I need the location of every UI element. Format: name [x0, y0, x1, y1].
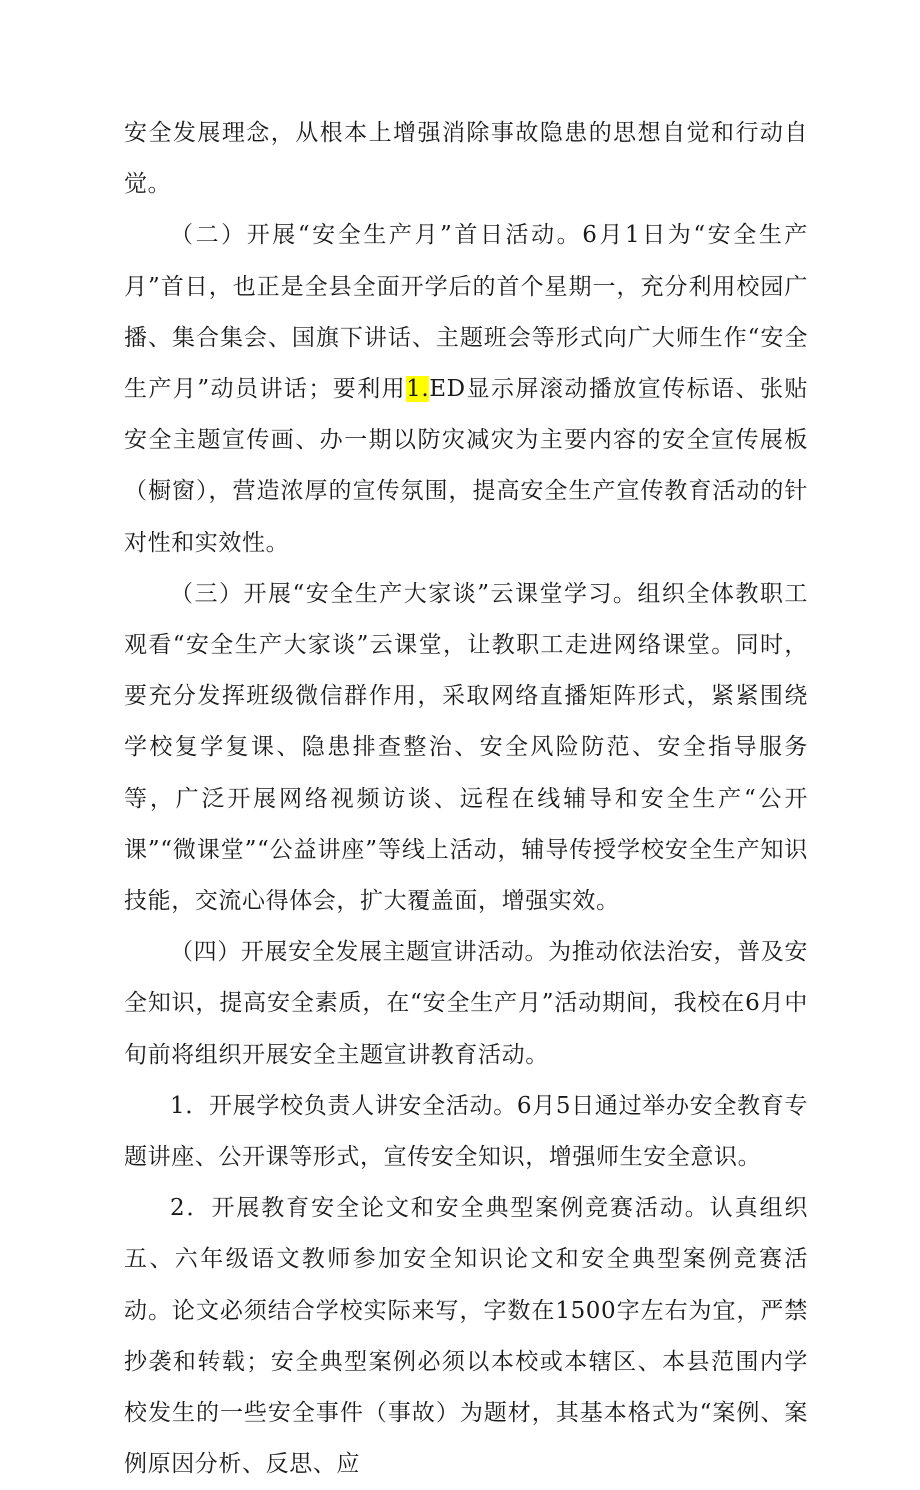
paragraph-item-1: 1．开展学校负责人讲安全活动。6月5日通过举办安全教育专题讲座、公开课等形式，宣传安全知识，增强师生安全意识。	[124, 1092, 808, 1171]
paragraph-continuation: 安全发展理念，从根本上增强消除事故隐患的思想自觉和行动自觉。	[124, 120, 808, 198]
document-body	[124, 108, 808, 1490]
paragraph-section-3: （三）开展“安全生产大家谈”云课堂学习。组织全体教职工观看“安全生产大家谈”云课堂，让教职工走进网络课堂。同时，要充分发挥班级微信群作用，采取网络直播矩阵形式，紧紧围绕学校复学复课、隐患排查整治、安全风险防范、安全指导服务等，广泛开展网络视频访谈、远程在线辅导和安全生产“公开课”“微课堂”“公益讲座”等线上活动，辅导传授学校安全生产知识技能，交流心得体会，扩大覆盖面，增强实效。	[124, 580, 808, 915]
paragraph-section-2	[124, 210, 808, 568]
paragraph-section-4: （四）开展安全发展主题宣讲活动。为推动依法治安，普及安全知识，提高安全素质，在“安全生产月”活动期间，我校在6月中旬前将组织开展安全主题宣讲教育活动。	[124, 939, 808, 1068]
paragraph-item-2: 2．开展教育安全论文和安全典型案例竞赛活动。认真组织五、六年级语文教师参加安全知识论文和安全典型案例竞赛活动。论文必须结合学校实际来写，字数在1500字左右为宜，严禁抄袭和转载；安全典型案例必须以本校或本辖区、本县范围内学校发生的一些安全事件（事故）为题材，其基本格式为“案例、案例原因分析、反思、应	[124, 1195, 808, 1478]
paragraph-text: （二）开展“安全生产月”首日活动。6月1日为“安全生产月”首日，也正是全县全面开学后的首个星期一，充分利用校园广播、集合集会、国旗下讲话、主题班会等形式向广大师生作“安全生产月”动员讲话；要利用	[124, 222, 808, 403]
paragraph-text: ED显示屏滚动播放宣传标语、张贴安全主题宣传画、办一期以防灾减灾为主要内容的安全宣传展板（橱窗），营造浓厚的宣传氛围，提高安全生产宣传教育活动的针对性和实效性。	[124, 376, 808, 556]
highlighted-text: 1.	[406, 376, 430, 403]
